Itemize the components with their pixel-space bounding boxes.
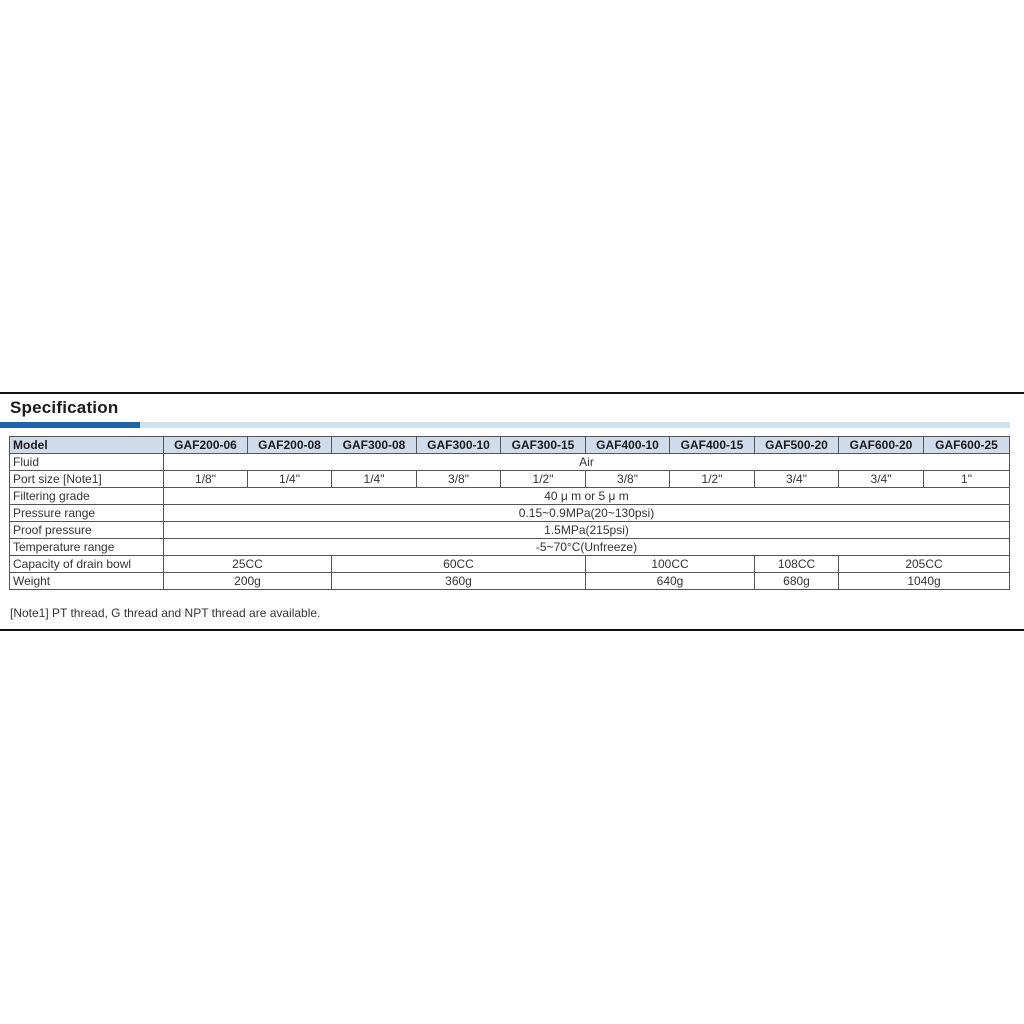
- fluid-value: Air: [164, 454, 1010, 471]
- weight-value: 640g: [586, 573, 755, 590]
- header-row: [10, 437, 1010, 454]
- row-label: Fluid: [10, 454, 164, 471]
- footnote: [Note1] PT thread, G thread and NPT thread are available.: [10, 606, 321, 620]
- title-underline-accent: [0, 422, 140, 428]
- row-label: Pressure range: [10, 505, 164, 522]
- specification-panel: [0, 392, 1024, 631]
- drain-bowl-value: 205CC: [839, 556, 1010, 573]
- port-size-value: 1/4": [332, 471, 417, 488]
- table-row-drain-bowl: [10, 556, 1010, 573]
- model-name: GAF300-10: [417, 437, 501, 454]
- drain-bowl-value: 100CC: [586, 556, 755, 573]
- row-label: Proof pressure: [10, 522, 164, 539]
- weight-value: 680g: [755, 573, 839, 590]
- model-label: Model: [10, 437, 164, 454]
- specification-table: [9, 436, 1010, 590]
- model-name: GAF200-08: [248, 437, 332, 454]
- port-size-value: 3/4": [839, 471, 924, 488]
- port-size-value: 1/2": [670, 471, 755, 488]
- model-name: GAF600-20: [839, 437, 924, 454]
- table-row-port-size: [10, 471, 1010, 488]
- port-size-value: 3/4": [755, 471, 839, 488]
- model-name: GAF400-15: [670, 437, 755, 454]
- port-size-value: 3/8": [586, 471, 670, 488]
- table-row-temperature-range: [10, 539, 1010, 556]
- row-label: Temperature range: [10, 539, 164, 556]
- drain-bowl-value: 108CC: [755, 556, 839, 573]
- drain-bowl-value: 25CC: [164, 556, 332, 573]
- row-label: Weight: [10, 573, 164, 590]
- table-row-weight: [10, 573, 1010, 590]
- port-size-value: 1": [924, 471, 1010, 488]
- section-title: Specification: [10, 398, 119, 417]
- filtering-grade-value: 40 μ m or 5 μ m: [164, 488, 1010, 505]
- row-label: Filtering grade: [10, 488, 164, 505]
- weight-value: 360g: [332, 573, 586, 590]
- weight-value: 1040g: [839, 573, 1010, 590]
- proof-pressure-value: 1.5MPa(215psi): [164, 522, 1010, 539]
- port-size-value: 1/8": [164, 471, 248, 488]
- row-label: Capacity of drain bowl: [10, 556, 164, 573]
- title-underline: [0, 422, 1010, 428]
- row-label: Port size [Note1]: [10, 471, 164, 488]
- port-size-value: 1/2": [501, 471, 586, 488]
- table-row-fluid: [10, 454, 1010, 471]
- table-row-pressure-range: [10, 505, 1010, 522]
- model-name: GAF500-20: [755, 437, 839, 454]
- port-size-value: 1/4": [248, 471, 332, 488]
- model-name: GAF300-08: [332, 437, 417, 454]
- table-row-proof-pressure: [10, 522, 1010, 539]
- model-name: GAF200-06: [164, 437, 248, 454]
- model-name: GAF600-25: [924, 437, 1010, 454]
- table-row-filtering-grade: [10, 488, 1010, 505]
- temperature-range-value: -5~70°C(Unfreeze): [164, 539, 1010, 556]
- port-size-value: 3/8": [417, 471, 501, 488]
- drain-bowl-value: 60CC: [332, 556, 586, 573]
- weight-value: 200g: [164, 573, 332, 590]
- model-name: GAF400-10: [586, 437, 670, 454]
- pressure-range-value: 0.15~0.9MPa(20~130psi): [164, 505, 1010, 522]
- model-name: GAF300-15: [501, 437, 586, 454]
